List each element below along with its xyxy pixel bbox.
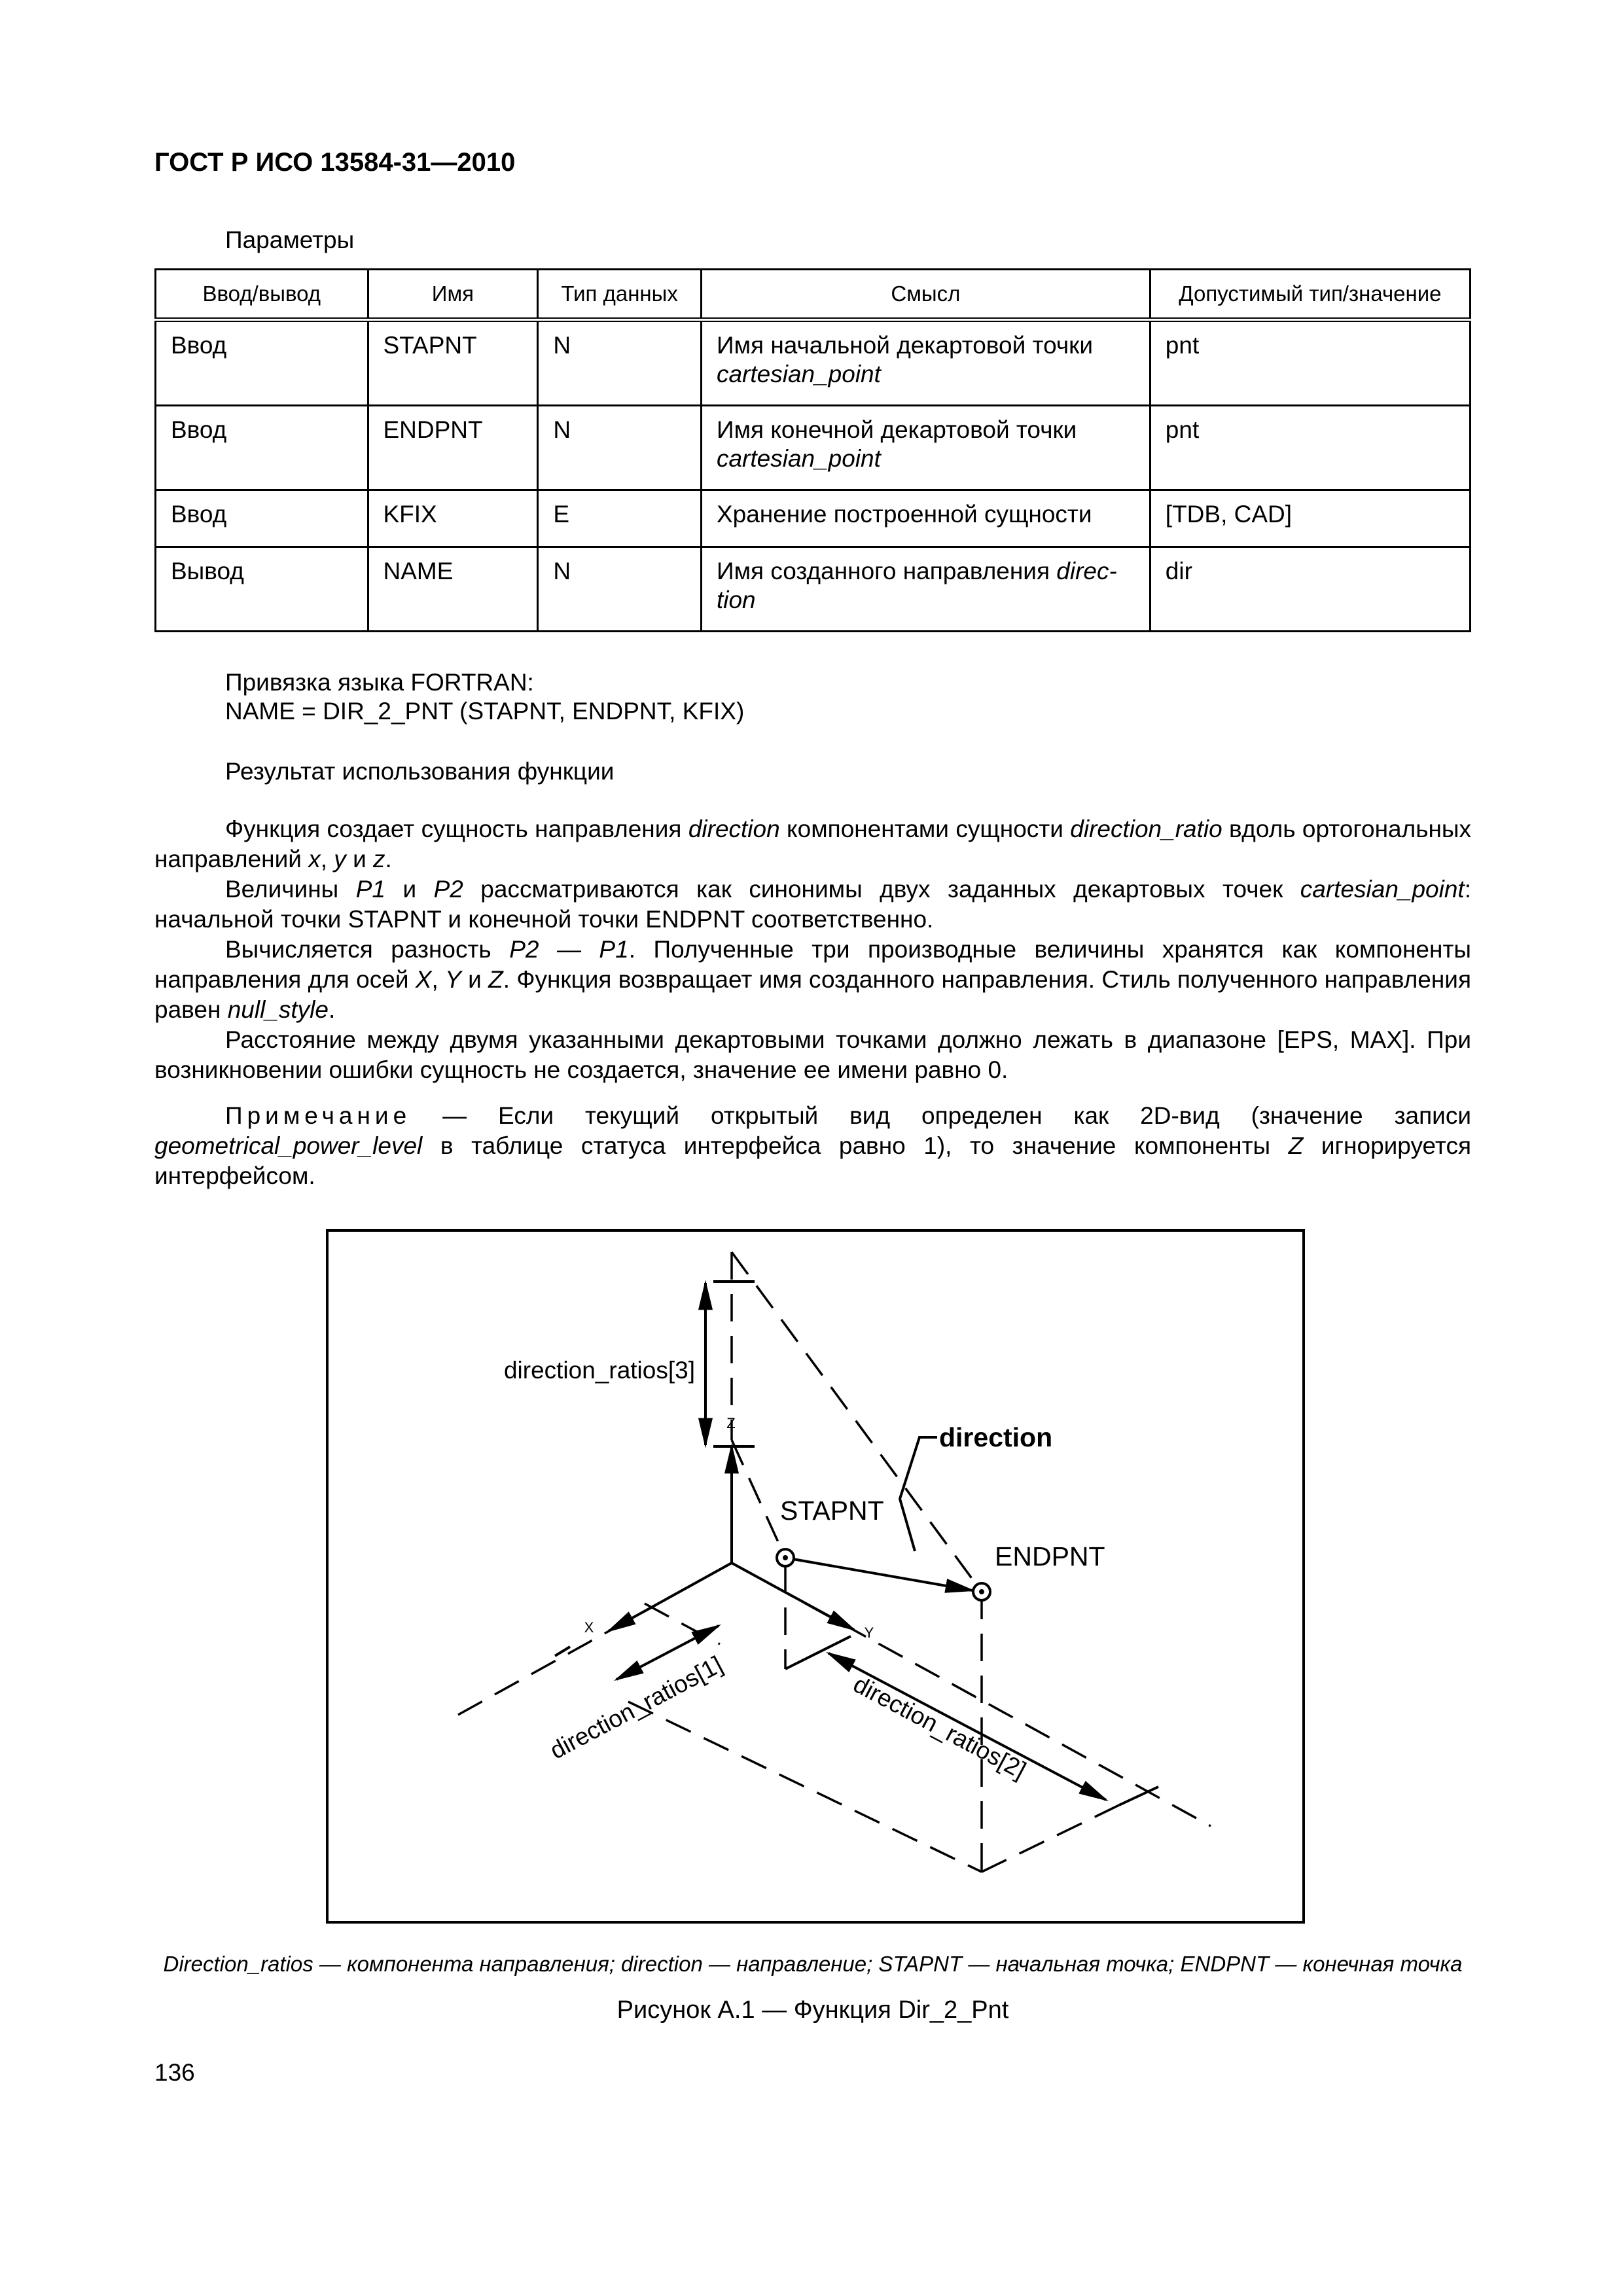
cell-name: NAME: [368, 547, 538, 632]
x-ratio-bracket-line: [645, 1604, 720, 1644]
meaning-text: Хранение построенной сущности: [716, 501, 1092, 528]
meaning-text: Имя начальной декартовой точки: [716, 332, 1094, 359]
stapnt-dot: [783, 1555, 788, 1560]
paragraph-2: Величины P1 и P2 рассматриваются как синонимы двух заданных декартовых точек cartesian_point: начальной точки STAPNT и конечной точки ENDPNT соответственно.: [154, 876, 1471, 933]
document-header: ГОСТ Р ИСО 13584-31—2010: [154, 148, 516, 177]
cell-type: N: [538, 547, 702, 632]
label-direction: direction: [939, 1422, 1053, 1452]
meaning-text: Имя созданного направления: [716, 558, 1057, 584]
label-direction-ratios-3: direction_ratios[3]: [503, 1357, 695, 1384]
fortran-code: NAME = DIR_2_PNT (STAPNT, ENDPNT, KFIX): [225, 698, 745, 725]
floor-corner-tick: [1119, 1787, 1158, 1805]
cell-name: KFIX: [368, 490, 538, 547]
meaning-text: Имя конечной декартовой точки: [716, 416, 1077, 443]
label-z-axis: Z: [726, 1415, 736, 1431]
cell-type: N: [538, 406, 702, 490]
x-tick-mark: [555, 1647, 570, 1656]
cell-io: Вывод: [156, 547, 368, 632]
meaning-em: cartesian_point: [716, 445, 881, 472]
figure-frame: [327, 1230, 1304, 1922]
figure-caption: Direction_ratios — компонента направления; direction — направление; STAPNT — начальная точка; ENDPNT — конечная точка: [163, 1952, 1463, 1976]
figure-title: Рисунок А.1 — Функция Dir_2_Pnt: [616, 1996, 1009, 2024]
paragraph-3: Вычисляется разность P2 — P1. Полученные три производные величины хранятся как компоненты направления для осей X, Y и Z. Функция возвращает имя созданного направления. Стиль полученного направления равен null_style.: [154, 936, 1471, 1023]
page-number: 136: [154, 2059, 195, 2086]
cell-type: E: [538, 490, 702, 547]
z-to-stapnt-line: [732, 1440, 785, 1558]
cell-name: STAPNT: [368, 320, 538, 406]
result-title: Результат использования функции: [225, 758, 615, 785]
params-title: Параметры: [225, 226, 355, 253]
label-y-axis: Y: [864, 1624, 874, 1641]
note-label: Примечание: [225, 1102, 412, 1129]
paragraph-4: Расстояние между двумя указанными декартовыми точками должно лежать в диапазоне [EPS, MAX]. При возникновении ошибки сущность не создается, значение ее имени равно 0.: [154, 1026, 1471, 1083]
direction-vector-arrow: [785, 1558, 972, 1590]
endpnt-marker: [973, 1583, 990, 1600]
cell-io: Ввод: [156, 490, 368, 547]
cell-name: ENDPNT: [368, 406, 538, 490]
stapnt-marker: [777, 1549, 794, 1566]
label-direction-ratios-2: direction_ratios[2]: [849, 1670, 1031, 1784]
x-axis-arrow: [609, 1563, 732, 1631]
col-header: Смысл: [701, 270, 1150, 320]
direction-leader-line: [900, 1437, 937, 1551]
cell-allowed: [TDB, CAD]: [1150, 490, 1470, 547]
label-stapnt: STAPNT: [780, 1496, 884, 1526]
cell-allowed: pnt: [1150, 406, 1470, 490]
stapnt-floor-tick: [785, 1636, 851, 1669]
cell-allowed: dir: [1150, 547, 1470, 632]
paragraph-1: Функция создает сущность направления direction компонентами сущности direction_ratio вдоль ортогональных направлений x, y и z.: [154, 816, 1471, 872]
label-x-axis: X: [584, 1619, 594, 1636]
endpnt-dot: [979, 1589, 984, 1594]
floor-right-line: [982, 1805, 1119, 1872]
col-header: Имя: [368, 270, 538, 320]
cell-io: Ввод: [156, 406, 368, 490]
meaning-em: direc-tion: [716, 558, 1117, 613]
fortran-label: Привязка языка FORTRAN:: [225, 669, 534, 696]
y-axis-arrow: [732, 1563, 854, 1630]
col-header: Тип данных: [538, 270, 702, 320]
label-endpnt: ENDPNT: [995, 1541, 1105, 1571]
col-header: Допустимый тип/значение: [1150, 270, 1470, 320]
label-direction-ratios-1: direction_ratios[1]: [545, 1651, 727, 1765]
cell-type: N: [538, 320, 702, 406]
cell-allowed: pnt: [1150, 320, 1470, 406]
note: Примечание — Если текущий открытый вид определен как 2D-вид (значение записи geometrical_power_level в таблице статуса интерфейса равно 1), то значение компоненты Z игнорируется интерфейсом.: [154, 1102, 1471, 1189]
cell-io: Ввод: [156, 320, 368, 406]
col-header: Ввод/вывод: [156, 270, 368, 320]
meaning-em: cartesian_point: [716, 361, 881, 387]
